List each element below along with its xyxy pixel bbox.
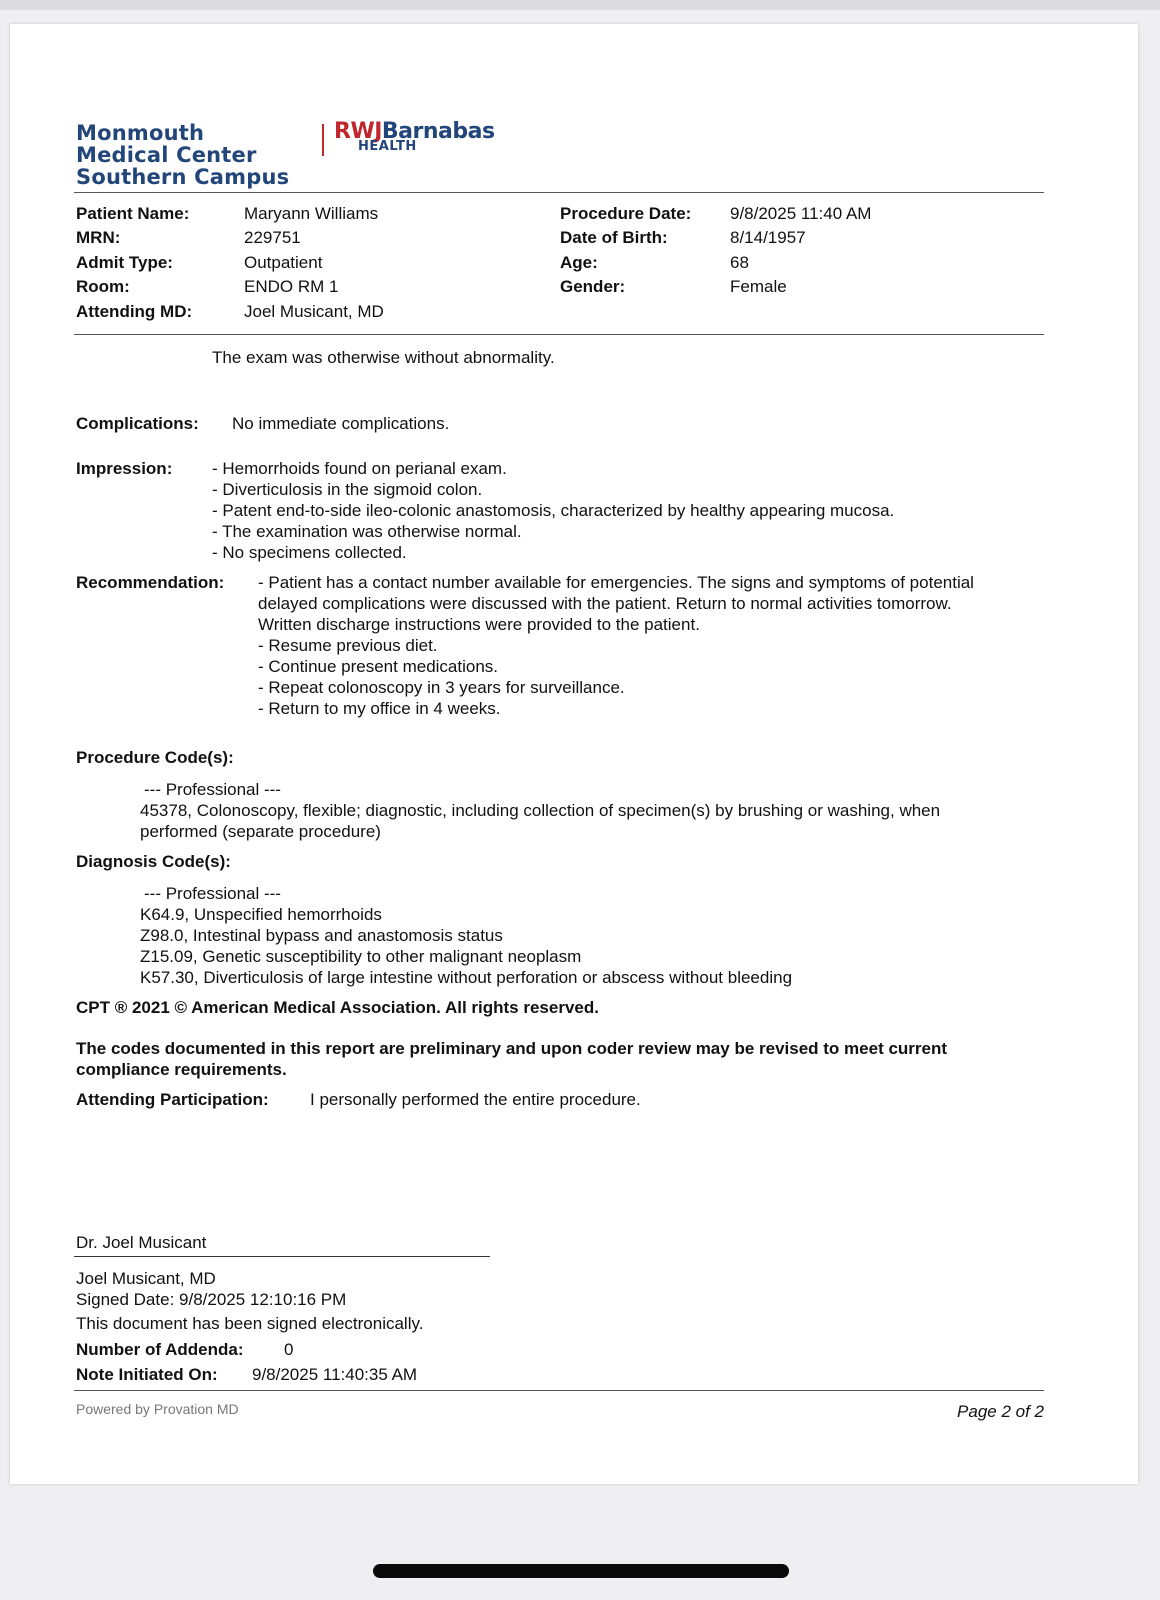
powered-by: Powered by Provation MD [76,1401,239,1417]
impression-item: - No specimens collected. [212,543,407,562]
mrn-label: MRN: [76,228,121,247]
room-value: ENDO RM 1 [244,277,339,296]
disclaimer-line: The codes documented in this report are preliminary and upon coder review may be revised to meet current [76,1039,948,1058]
electronic-signature-note: This document has been signed electronically. [76,1314,424,1333]
admit-type-label: Admit Type: [76,253,173,272]
diagnosis-codes-sublabel: --- Professional --- [144,884,281,903]
signature-line [74,1256,490,1257]
procedure-code-line: performed (separate procedure) [140,822,381,841]
disclaimer-line: compliance requirements. [76,1060,287,1079]
procedure-date-value: 9/8/2025 11:40 AM [730,204,872,223]
footer-rule [74,1390,1044,1391]
complications-label: Complications: [76,414,199,433]
logo-health: HEALTH [358,139,417,154]
diagnosis-codes-list [140,904,792,988]
recommendation-line: delayed complications were discussed with the patient. Return to normal activities tomorrow. [258,594,952,613]
signature-name: Joel Musicant, MD [76,1269,216,1288]
signed-date: Signed Date: 9/8/2025 12:10:16 PM [76,1290,347,1309]
patient-name-label: Patient Name: [76,204,190,223]
logo-line-1: Monmouth [76,121,205,145]
attending-label: Attending MD: [76,302,193,321]
header-rule-bottom [74,334,1044,335]
diagnosis-code-line: K57.30, Diverticulosis of large intestine without perforation or abscess without bleeding [140,968,793,987]
exam-note: The exam was otherwise without abnormality. [212,348,555,367]
impression-label: Impression: [76,459,173,478]
complications-text: No immediate complications. [232,414,450,433]
recommendation-line: - Resume previous diet. [258,636,438,655]
diagnosis-code-line: K64.9, Unspecified hemorrhoids [140,905,382,924]
recommendation-line: - Continue present medications. [258,657,499,676]
recommendation-text [258,572,974,719]
procedure-codes-label: Procedure Code(s): [76,748,234,767]
recommendation-line: - Return to my office in 4 weeks. [258,699,501,718]
logo-barnabas: Barnabas [381,119,495,144]
logo-rwj: RWJ [334,119,382,144]
recommendation-line: - Patient has a contact number available for emergencies. The signs and symptoms of potential [258,573,974,592]
page-number: Page 2 of 2 [957,1402,1044,1421]
viewer-top-strip [0,0,1160,10]
recommendation-line: - Repeat colonoscopy in 3 years for surveillance. [258,678,625,697]
header-rule-top [74,192,1044,193]
procedure-date-label: Procedure Date: [560,204,692,223]
attending-participation-label: Attending Participation: [76,1090,269,1109]
gender-value: Female [730,277,787,296]
home-indicator[interactable] [373,1564,789,1578]
diagnosis-code-line: Z98.0, Intestinal bypass and anastomosis status [140,926,503,945]
attending-participation-text: I personally performed the entire procedure. [310,1090,641,1109]
diagnosis-codes-label: Diagnosis Code(s): [76,852,231,871]
codes-disclaimer [76,1038,947,1080]
impression-item: - Hemorrhoids found on perianal exam. [212,459,507,478]
age-value: 68 [730,253,749,272]
impression-item: - Diverticulosis in the sigmoid colon. [212,480,483,499]
procedure-codes-list [140,800,940,842]
dob-value: 8/14/1957 [730,228,806,247]
note-initiated-value: 9/8/2025 11:40:35 AM [252,1365,418,1384]
procedure-code-line: 45378, Colonoscopy, flexible; diagnostic, including collection of specimen(s) by brushing or washing, when [140,801,941,820]
gender-label: Gender: [560,277,626,296]
room-label: Room: [76,277,130,296]
hospital-logo-text [76,122,289,188]
note-initiated-label: Note Initiated On: [76,1365,218,1384]
document-page [10,24,1138,1484]
addenda-label: Number of Addenda: [76,1340,244,1359]
logo-line-2: Medical Center [76,143,257,167]
recommendation-line: Written discharge instructions were provided to the patient. [258,615,700,634]
cpt-notice: CPT ® 2021 © American Medical Association. All rights reserved. [76,998,599,1017]
diagnosis-code-line: Z15.09, Genetic susceptibility to other malignant neoplasm [140,947,582,966]
mrn-value: 229751 [244,228,301,247]
impression-item: - Patent end-to-side ileo-colonic anastomosis, characterized by healthy appearing mucosa. [212,501,895,520]
recommendation-label: Recommendation: [76,573,225,592]
impression-item: - The examination was otherwise normal. [212,522,522,541]
admit-type-value: Outpatient [244,253,323,272]
logo-line-3: Southern Campus [76,165,290,189]
procedure-codes-sublabel: --- Professional --- [144,780,281,799]
logo-divider [322,124,324,156]
patient-name: Maryann Williams [244,204,379,223]
attending-value: Joel Musicant, MD [244,302,384,321]
dob-label: Date of Birth: [560,228,668,247]
signer-name: Dr. Joel Musicant [76,1233,207,1252]
impression-list [212,458,894,563]
age-label: Age: [560,253,598,272]
addenda-value: 0 [284,1340,294,1359]
